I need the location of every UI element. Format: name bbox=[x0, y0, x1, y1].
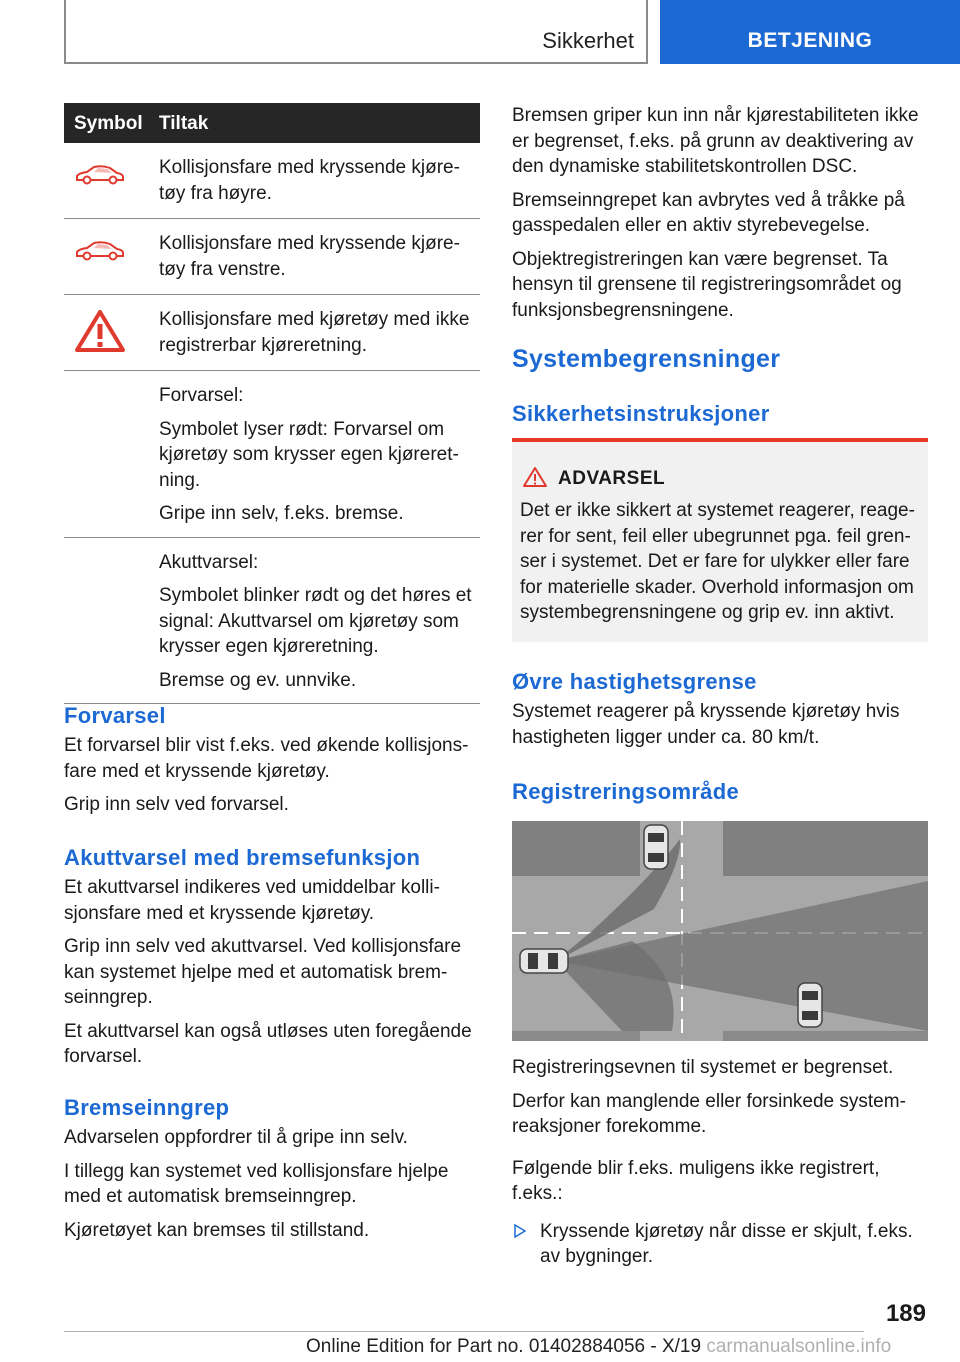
table-row bbox=[64, 143, 480, 219]
paragraph: Derfor kan manglende eller forsinkede system-reaksjoner forekomme. bbox=[512, 1090, 906, 1137]
registrering-text bbox=[512, 1055, 928, 1270]
bremseinngrep-section bbox=[64, 1095, 480, 1243]
paragraph: Bremseinngrepet kan avbrytes ved å tråkke på gasspedalen eller en aktiv styrebevegelse. bbox=[512, 189, 905, 236]
detection-area-illustration bbox=[512, 821, 928, 1041]
paragraph: Et akuttvarsel kan også utløses uten foregående forvarsel. bbox=[64, 1020, 472, 1067]
intro-block bbox=[512, 103, 928, 323]
paragraph: I tillegg kan systemet ved kollisjonsfare hjelpe med et automatisk bremseinngrep. bbox=[64, 1160, 449, 1207]
warning-triangle-icon bbox=[522, 466, 548, 493]
forvarsel-heading: Forvarsel bbox=[64, 703, 166, 728]
list-item bbox=[512, 1219, 928, 1270]
paragraph: Advarselen oppfordrer til å gripe inn selv. bbox=[64, 1127, 408, 1148]
table-row bbox=[64, 538, 480, 705]
systembegrensninger-heading: Systembegrensninger bbox=[512, 345, 781, 373]
akuttvarsel-section bbox=[64, 845, 480, 1070]
paragraph: Et forvarsel blir vist f.eks. ved økende kollisjons-fare med et kryssende kjøretøy. bbox=[64, 735, 469, 782]
chapter-tab[interactable]: BETJENING bbox=[660, 0, 960, 64]
table-row bbox=[64, 371, 480, 538]
table-row bbox=[64, 219, 480, 295]
ovre-heading: Øvre hastighetsgrense bbox=[512, 669, 757, 694]
ovre-hastighetsgrense-section bbox=[512, 669, 928, 750]
header-rule-left bbox=[64, 0, 66, 62]
row-text: Symbolet blinker rødt og det høres et signal: Akuttvarsel om kjøretøy som krysser egen kjøreretning. bbox=[159, 585, 472, 657]
footer-edition bbox=[306, 1336, 891, 1358]
registreringsomrade-heading: Registreringsområde bbox=[512, 779, 739, 804]
bremseinngrep-heading: Bremseinngrep bbox=[64, 1095, 230, 1120]
triangle-bullet-icon bbox=[514, 1224, 526, 1238]
car-bottom-icon bbox=[798, 983, 822, 1027]
car-right-icon bbox=[74, 163, 138, 192]
warning-triangle-icon bbox=[74, 309, 138, 358]
row-label: Forvarsel: bbox=[159, 385, 244, 406]
paragraph: Følgende blir f.eks. muligens ikke registrert, f.eks.: bbox=[512, 1157, 880, 1204]
paragraph: Systemet reagerer på kryssende kjøretøy hvis hastigheten ligger under ca. 80 km/t. bbox=[512, 701, 900, 748]
row-label: Akuttvarsel: bbox=[159, 551, 259, 573]
row-text: Kollisjonsfare med kryssende kjøre-tøy fra høyre. bbox=[159, 157, 460, 204]
table-row bbox=[64, 295, 480, 371]
row-text: Bremse og ev. unnvike. bbox=[159, 669, 357, 691]
row-text: Gripe inn selv, f.eks. bremse. bbox=[159, 503, 404, 524]
paragraph: Registreringsevnen til systemet er begrenset. bbox=[512, 1057, 894, 1078]
warning-title: ADVARSEL bbox=[558, 468, 666, 489]
car-top-icon bbox=[644, 825, 668, 869]
table-header bbox=[64, 103, 480, 143]
row-text: Kollisjonsfare med kjøretøy med ikke registrerbar kjøreretning. bbox=[159, 309, 470, 356]
warning-text: Det er ikke sikkert at systemet reagerer, reage-rer for sent, feil eller ubegrunnet pga. feil gren-ser i systemet. Det er fare for ulykker eller fare for materielle skader. Overhold informasjon om systembegrensningene og grip ev. inn aktivt. bbox=[520, 500, 915, 623]
col-action-header: Tiltak bbox=[159, 113, 209, 134]
header-rule-bottom bbox=[64, 62, 648, 64]
paragraph: Grip inn selv ved akuttvarsel. Ved kollisjonsfare kan systemet hjelpe med et automatisk brem-seinngrep. bbox=[64, 936, 462, 1008]
bullet-text: Kryssende kjøretøy når disse er skjult, f.eks. av bygninger. bbox=[540, 1220, 913, 1267]
paragraph: Objektregistreringen kan være begrenset. Ta hensyn til grensene til registreringsområdet og funksjonsbegrensningene. bbox=[512, 248, 902, 321]
left-column bbox=[64, 103, 480, 1241]
paragraph: Et akuttvarsel indikeres ved umiddelbar kolli-sjonsfare med et kryssende kjøretøy. bbox=[64, 877, 440, 924]
forvarsel-section bbox=[64, 703, 480, 818]
warning-box bbox=[512, 438, 928, 642]
paragraph: Kjøretøyet kan bremses til stillstand. bbox=[64, 1219, 370, 1241]
akuttvarsel-heading: Akuttvarsel med bremsefunksjon bbox=[64, 845, 421, 870]
row-text: Symbolet lyser rødt: Forvarsel om kjøretøy som krysser egen kjøreret-ning. bbox=[159, 418, 459, 491]
page-number: 189 bbox=[885, 1300, 926, 1327]
paragraph: Bremsen griper kun inn når kjørestabiliteten ikke er begrenset, f.eks. på grunn av deaktivering av den dynamiske stabilitetskontrollen DSC. bbox=[512, 105, 919, 177]
section-title: Sikkerhet bbox=[542, 28, 634, 53]
col-symbol-header: Symbol bbox=[74, 113, 143, 134]
car-left-icon bbox=[74, 239, 138, 268]
row-text: Kollisjonsfare med kryssende kjøre-tøy fra venstre. bbox=[159, 233, 460, 280]
edition-text: Online Edition for Part no. 01402884056 - X/19 bbox=[306, 1336, 702, 1357]
footer-rule bbox=[64, 1331, 864, 1332]
header-rule-right bbox=[646, 0, 648, 64]
car-left-top-icon bbox=[520, 949, 568, 973]
sikkerhetsinstruksjoner-heading: Sikkerhetsinstruksjoner bbox=[512, 401, 770, 426]
watermark: carmanualsonline.info bbox=[706, 1336, 892, 1357]
paragraph: Grip inn selv ved forvarsel. bbox=[64, 794, 289, 815]
